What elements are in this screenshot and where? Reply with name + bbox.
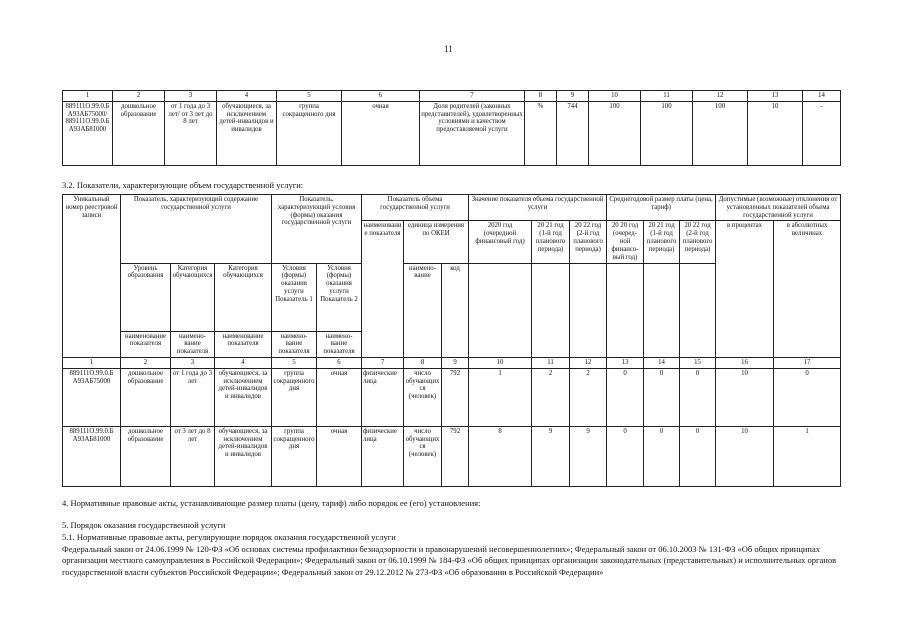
volume-name-header: наименование показателя [362,221,404,358]
conditions-indicator-header: Показатель, характеризующий условия (формы) оказания государственной услуги [272,195,362,264]
year-2020-header [469,221,532,263]
person-type: физические лица [362,426,404,486]
age-group: от 3 лет до 8 лет [171,426,215,486]
col-number: 4 [215,357,272,368]
year-2021-header [532,221,570,263]
t1-col-number: 4 [217,91,277,102]
table1-header-row [63,91,841,102]
indicator-name: число обучающихся (человек) [404,426,442,486]
t1-col-number: 5 [277,91,342,102]
t1-col-number: 9 [557,91,589,102]
name-label: наимено-вание показателя [171,331,215,357]
group-type: группа сокращенного дня [277,101,342,165]
col-number: 3 [171,357,215,368]
education-level: дошкольное образование [121,368,171,426]
deviation-absolute: - [803,101,841,165]
col-number: 13 [607,357,644,368]
t1-col-number: 1 [63,91,113,102]
fee-2020-header [607,221,644,263]
fee-2020: 0 [607,426,644,486]
period-label: (2-й год планового периода) [573,230,603,253]
empty-cell [607,263,644,357]
year-label: 20 20 год [611,222,639,230]
student-category: обучающиеся, за исключением детей-инвалидов и инвалидов [215,426,272,486]
fee-2020: 0 [607,368,644,426]
avg-fee-header: Среднегодовой размер платы (цена, тариф) [607,195,716,221]
fee-2021: 0 [644,368,680,426]
year-label: 2020 год [487,222,513,230]
volume-unit-header: единица измерения по ОКЕИ [404,221,469,263]
student-category: обучающиеся, за исключением детей-инвалидов и инвалидов [215,368,272,426]
group-type: группа сокращенного дня [272,426,317,486]
t1-col-number: 10 [589,91,641,102]
value-2021: 2 [532,368,570,426]
name-label: наименование показателя [121,331,171,357]
education-level-header: Уровень образования [121,263,171,331]
name-label: наимено-вание показателя [317,331,362,357]
period-label: (1-й год планового периода) [646,230,677,253]
col-number: 14 [644,357,680,368]
year-label: 20 21 год [537,222,564,230]
indicator-name: Доля родителей (законных представителей), удовлетворенных условиями и качеством предоставляемой услуги [420,101,525,165]
student-category-header-2: Категория обучающихся [215,263,272,331]
okei-code: 792 [442,426,469,486]
t1-col-number: 2 [113,91,165,102]
section-5-heading: 5. Порядок оказания государственной услуги [62,520,226,530]
table-row [63,368,841,426]
form-type: очная [317,426,362,486]
deviation-percent: 10 [716,368,774,426]
t1-col-number: 3 [165,91,217,102]
header-row-1 [63,195,841,221]
content-indicator-header: Показатель, характеризующий содержание государственной услуги [121,195,272,264]
laws-paragraph: Федеральный закон от 24.06.1999 № 120-ФЗ «Об основах системы профилактики безнадзорности и правонарушений несовершеннолетних»; Федеральный закон от 06.10.2003 № 131-ФЗ «Об общих принципах организации местного самоуправления в Российской Федерации»; Федеральный закон от 06.10.1999 № 184-ФЗ «Об общих принципах организации законодательных (представительных) и исполнительных органов государственной власти субъектов Российской Федерации»; Федеральный закон от 29.12.2012 № 273-ФЗ «Об образовании в Российской Федерации» [62,544,837,577]
page-number: 11 [444,44,453,54]
education-level: дошкольное образование [121,426,171,486]
year-label: 20 22 год [684,222,711,230]
col-number: 10 [469,357,532,368]
period-label: (очередной финансовый год) [475,230,525,246]
age-group: от 1 года до 3 лет/ от 3 лет до 8 лет [165,101,217,165]
t1-col-number: 14 [803,91,841,102]
value-2022: 9 [570,426,607,486]
col-number: 5 [272,357,317,368]
condition-1-header: Условия (формы) оказания услуги Показатель 1 [272,263,317,331]
education-level: дошкольное образование [113,101,165,165]
student-category: обучающиеся, за исключением детей-инвалидов и инвалидов [217,101,277,165]
value-2022: 2 [570,368,607,426]
col-number: 15 [680,357,716,368]
unit: % [525,101,557,165]
group-type: группа сокращенного дня [272,368,317,426]
indicator-name: число обучающихся (человек) [404,368,442,426]
record-code: 889111О.99.0.Б А93АБ75000/ 889111О.99.0.Б А93АБ81000 [63,101,113,165]
t1-col-number: 7 [420,91,525,102]
col-number: 8 [404,357,442,368]
fee-2022: 0 [680,426,716,486]
volume-indicators-table [62,194,841,487]
condition-2-header: Условия (формы) оказания услуги Показатель 2 [317,263,362,331]
value-2020: 100 [589,101,641,165]
deviation-absolute: 0 [774,368,841,426]
empty-cell [469,263,532,357]
name-label: наимено-вание показателя [272,331,317,357]
year-2022-header [570,221,607,263]
okei-code: 792 [442,368,469,426]
col-number: 9 [442,357,469,368]
column-numbers-row [63,357,841,368]
record-code: 889111О.99.0.Б А93АБ81000 [63,426,121,486]
table-row [63,426,841,486]
empty-cell [570,263,607,357]
value-2020: 8 [469,426,532,486]
t1-col-number: 13 [748,91,803,102]
year-label: 20 21 год [648,222,675,230]
empty-cell [680,263,716,357]
col-number: 16 [716,357,774,368]
form-type: очная [342,101,420,165]
col-number: 17 [774,357,841,368]
period-label: (1-й год планового периода) [535,230,566,253]
period-label: (2-й год планового периода) [682,230,713,253]
empty-cell [532,263,570,357]
t1-col-number: 11 [641,91,693,102]
col-number: 11 [532,357,570,368]
okei-code: 744 [557,101,589,165]
name-label: наименование показателя [215,331,272,357]
unit-code-header: код [442,263,469,357]
col-number: 6 [317,357,362,368]
period-label: (очеред-ной финансо-вый год) [611,230,639,261]
fee-2022: 0 [680,368,716,426]
t1-col-number: 6 [342,91,420,102]
deviation-percent: 10 [748,101,803,165]
fee-2021: 0 [644,426,680,486]
unique-number-header: Уникальный номер реестровой записи [63,195,121,358]
section-5-1-heading: 5.1. Нормативные правовые акты, регулирующие порядок оказания государственной услуги [62,532,396,542]
student-category-header: Категория обучающихся [171,263,215,331]
person-type: физические лица [362,368,404,426]
form-type: очная [317,368,362,426]
col-number: 2 [121,357,171,368]
volume-value-header: Значение показателя объема государственной услуги [469,195,607,221]
col-number: 12 [570,357,607,368]
fee-2022-header [680,221,716,263]
deviation-absolute-header: в абсолютных величинах [774,221,841,358]
fee-2021-header [644,221,680,263]
value-2021: 100 [641,101,693,165]
value-2021: 9 [532,426,570,486]
value-2020: 1 [469,368,532,426]
col-number: 7 [362,357,404,368]
quality-indicators-table [62,90,841,166]
col-number: 1 [63,357,121,368]
section-3-2-heading: 3.2. Показатели, характеризующие объем государственной услуги: [62,180,304,190]
volume-indicator-header: Показатель объема государственной услуги [362,195,469,221]
record-code: 889111О.99.0.Б А93АБ75000 [63,368,121,426]
age-group: от 1 года до 3 лет [171,368,215,426]
section-4-heading: 4. Нормативные правовые акты, устанавливающие размер платы (цену, тариф) либо порядок ее (его) установления: [62,498,481,508]
deviation-header: Допустимые (возможные) отклонения от установленных показателей объема государственной услуги [716,195,841,221]
unit-name-header: наимено-вание [404,263,442,357]
table-row [63,101,841,165]
t1-col-number: 12 [693,91,748,102]
year-label: 20 22 год [574,222,602,230]
empty-cell [644,263,680,357]
t1-col-number: 8 [525,91,557,102]
value-2022: 100 [693,101,748,165]
deviation-absolute: 1 [774,426,841,486]
deviation-percent-header: в процентах [716,221,774,358]
deviation-percent: 10 [716,426,774,486]
